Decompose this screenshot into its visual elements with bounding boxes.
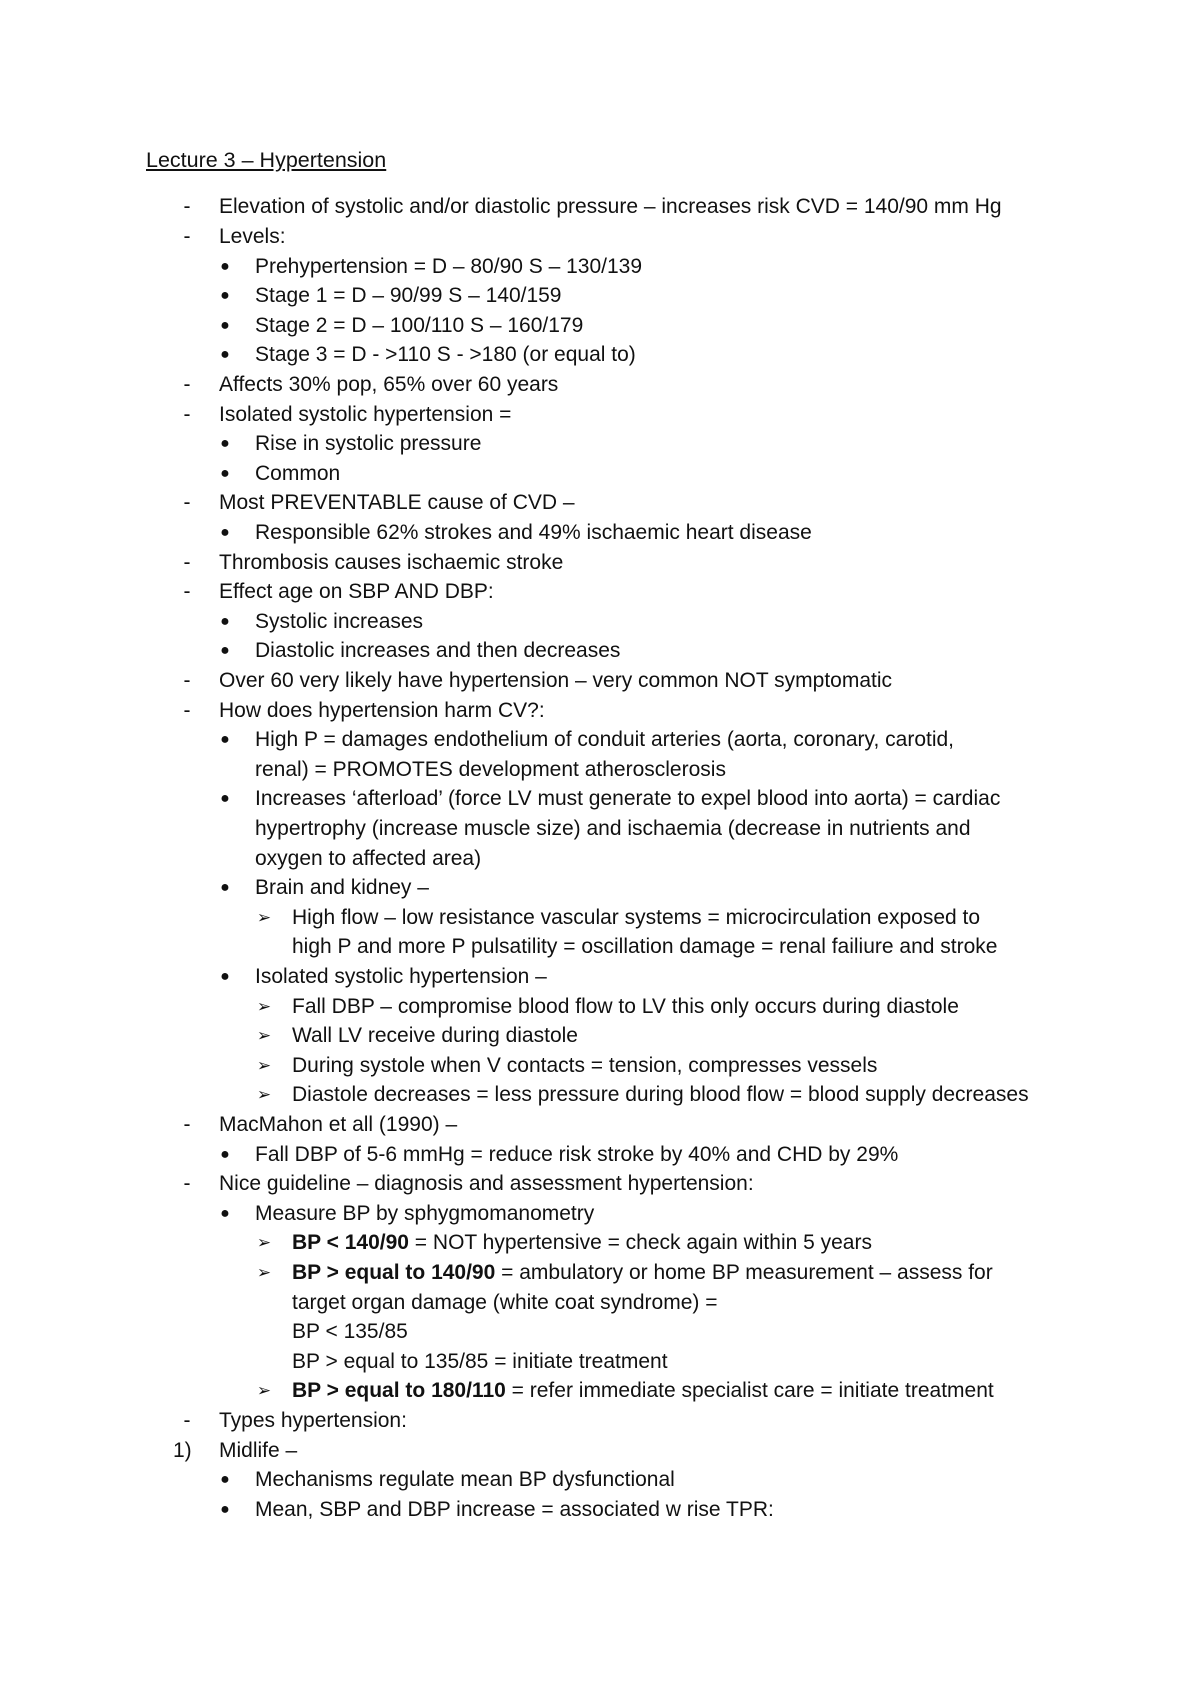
note-text: Isolated systolic hypertension = — [219, 403, 512, 426]
note-text: Most PREVENTABLE cause of CVD – — [219, 491, 575, 514]
note-text: Types hypertension: — [219, 1409, 407, 1432]
note-text: BP > equal to 180/110 = refer immediate specialist care = initiate treatment — [292, 1379, 994, 1402]
dash-marker: - — [183, 373, 191, 396]
note-text: Stage 1 = D – 90/99 S – 140/159 — [255, 284, 562, 307]
note-text: High P = damages endothelium of conduit arteries (aorta, coronary, carotid, — [255, 728, 955, 751]
note-text: Nice guideline – diagnosis and assessment hypertension: — [219, 1172, 754, 1195]
note-line — [0, 429, 1200, 459]
note-text: BP > equal to 135/85 = initiate treatment — [292, 1350, 668, 1373]
note-text: Diastolic increases and then decreases — [255, 639, 621, 662]
dash-marker: - — [183, 1409, 191, 1432]
note-line — [0, 607, 1200, 637]
note-line — [0, 488, 1200, 518]
note-line — [0, 222, 1200, 252]
note-text: Measure BP by sphygmomanometry — [255, 1202, 595, 1225]
bold-threshold: BP > equal to 140/90 — [292, 1261, 496, 1284]
arrowhead-bullet-icon: ➢ — [256, 1233, 272, 1252]
dash-marker: - — [183, 403, 191, 426]
bullet-icon: ● — [220, 968, 230, 985]
bullet-icon: ● — [220, 258, 230, 275]
note-line — [0, 1465, 1200, 1495]
note-line — [0, 1495, 1200, 1525]
note-text: Mechanisms regulate mean BP dysfunctional — [255, 1468, 675, 1491]
bullet-icon: ● — [220, 1205, 230, 1222]
note-text: Stage 2 = D – 100/110 S – 160/179 — [255, 314, 584, 337]
note-text: oxygen to affected area) — [255, 847, 482, 870]
note-line — [0, 459, 1200, 489]
dash-marker: - — [183, 580, 191, 603]
bullet-icon: ● — [220, 524, 230, 541]
note-text: Wall LV receive during diastole — [292, 1024, 578, 1047]
note-line — [0, 1436, 1200, 1466]
bullet-icon: ● — [220, 1501, 230, 1518]
note-line — [0, 1021, 1200, 1051]
bullet-icon: ● — [220, 731, 230, 748]
note-text: Fall DBP of 5-6 mmHg = reduce risk stroke by 40% and CHD by 29% — [255, 1143, 899, 1166]
note-line — [0, 814, 1200, 844]
arrowhead-bullet-icon: ➢ — [256, 997, 272, 1016]
bullet-icon: ● — [220, 465, 230, 482]
note-text: Affects 30% pop, 65% over 60 years — [219, 373, 559, 396]
note-text: High flow – low resistance vascular systems = microcirculation exposed to — [292, 906, 981, 929]
note-text: During systole when V contacts = tension, compresses vessels — [292, 1054, 878, 1077]
bullet-icon: ● — [220, 317, 230, 334]
bullet-icon: ● — [220, 642, 230, 659]
note-text: Stage 3 = D - >110 S - >180 (or equal to) — [255, 343, 636, 366]
note-text: Effect age on SBP AND DBP: — [219, 580, 494, 603]
arrowhead-bullet-icon: ➢ — [256, 1263, 272, 1282]
number-marker: 1) — [173, 1439, 192, 1462]
note-text: How does hypertension harm CV?: — [219, 699, 545, 722]
dash-marker: - — [183, 491, 191, 514]
note-line — [0, 725, 1200, 755]
arrowhead-bullet-icon: ➢ — [256, 908, 272, 927]
note-line — [0, 1406, 1200, 1436]
note-line — [0, 192, 1200, 222]
note-line — [0, 992, 1200, 1022]
note-line — [0, 696, 1200, 726]
note-line — [0, 340, 1200, 370]
note-text: Isolated systolic hypertension – — [255, 965, 547, 988]
note-line — [0, 755, 1200, 785]
bullet-icon: ● — [220, 613, 230, 630]
note-text: Diastole decreases = less pressure during blood flow = blood supply decreases — [292, 1083, 1029, 1106]
dash-marker: - — [183, 195, 191, 218]
dash-marker: - — [183, 669, 191, 692]
note-line — [0, 1140, 1200, 1170]
note-text: high P and more P pulsatility = oscillation damage = renal failiure and stroke — [292, 935, 998, 958]
note-line — [0, 1347, 1200, 1377]
arrowhead-bullet-icon: ➢ — [256, 1085, 272, 1104]
note-line — [0, 636, 1200, 666]
note-text: Mean, SBP and DBP increase = associated w rise TPR: — [255, 1498, 774, 1521]
note-line — [0, 518, 1200, 548]
note-text: Responsible 62% strokes and 49% ischaemic heart disease — [255, 521, 812, 544]
note-line — [0, 1169, 1200, 1199]
note-text: Over 60 very likely have hypertension – very common NOT symptomatic — [219, 669, 893, 692]
note-text: Common — [255, 462, 341, 485]
note-line — [0, 1199, 1200, 1229]
page-title: Lecture 3 – Hypertension — [146, 148, 387, 172]
note-line — [0, 962, 1200, 992]
note-text: Prehypertension = D – 80/90 S – 130/139 — [255, 255, 643, 278]
note-text: Fall DBP – compromise blood flow to LV this only occurs during diastole — [292, 995, 959, 1018]
note-line — [0, 311, 1200, 341]
dash-marker: - — [183, 699, 191, 722]
note-text: renal) = PROMOTES development atherosclerosis — [255, 758, 726, 781]
note-line — [0, 400, 1200, 430]
note-line — [0, 1258, 1200, 1288]
note-line — [0, 548, 1200, 578]
note-text: Elevation of systolic and/or diastolic pressure – increases risk CVD = 140/90 mm Hg — [219, 195, 1002, 218]
bullet-icon: ● — [220, 790, 230, 807]
note-line — [0, 1288, 1200, 1318]
bullet-icon: ● — [220, 1146, 230, 1163]
note-line — [0, 844, 1200, 874]
note-text: Brain and kidney – — [255, 876, 429, 899]
note-text: Levels: — [219, 225, 286, 248]
note-text: hypertrophy (increase muscle size) and ischaemia (decrease in nutrients and — [255, 817, 971, 840]
note-text: MacMahon et all (1990) – — [219, 1113, 458, 1136]
note-line — [0, 1110, 1200, 1140]
note-text: Midlife – — [219, 1439, 298, 1462]
bullet-icon: ● — [220, 346, 230, 363]
dash-marker: - — [183, 1113, 191, 1136]
note-line — [0, 1228, 1200, 1258]
note-line — [0, 281, 1200, 311]
note-line — [0, 1080, 1200, 1110]
bullet-icon: ● — [220, 879, 230, 896]
dash-marker: - — [183, 551, 191, 574]
note-line — [0, 873, 1200, 903]
note-line — [0, 666, 1200, 696]
note-text: target organ damage (white coat syndrome) = — [292, 1291, 718, 1314]
note-text: Increases ‘afterload’ (force LV must generate to expel blood into aorta) = cardiac — [255, 787, 1001, 810]
note-line — [0, 784, 1200, 814]
note-text: BP < 140/90 = NOT hypertensive = check again within 5 years — [292, 1231, 872, 1254]
note-text: Systolic increases — [255, 610, 424, 633]
note-line — [0, 1376, 1200, 1406]
arrowhead-bullet-icon: ➢ — [256, 1056, 272, 1075]
arrowhead-bullet-icon: ➢ — [256, 1026, 272, 1045]
bullet-icon: ● — [220, 1471, 230, 1488]
note-text: Rise in systolic pressure — [255, 432, 482, 455]
note-text: BP > equal to 140/90 = ambulatory or home BP measurement – assess for — [292, 1261, 993, 1284]
dash-marker: - — [183, 1172, 191, 1195]
bold-threshold: BP > equal to 180/110 — [292, 1379, 506, 1402]
arrowhead-bullet-icon: ➢ — [256, 1381, 272, 1400]
note-line — [0, 1317, 1200, 1347]
bold-threshold: BP < 140/90 — [292, 1231, 409, 1254]
note-text: BP < 135/85 — [292, 1320, 408, 1343]
note-line — [0, 370, 1200, 400]
bullet-icon: ● — [220, 287, 230, 304]
note-line — [0, 252, 1200, 282]
note-line — [0, 1051, 1200, 1081]
dash-marker: - — [183, 225, 191, 248]
note-line — [0, 903, 1200, 933]
note-line — [0, 932, 1200, 962]
bullet-icon: ● — [220, 435, 230, 452]
note-line — [0, 577, 1200, 607]
note-text: Thrombosis causes ischaemic stroke — [219, 551, 564, 574]
